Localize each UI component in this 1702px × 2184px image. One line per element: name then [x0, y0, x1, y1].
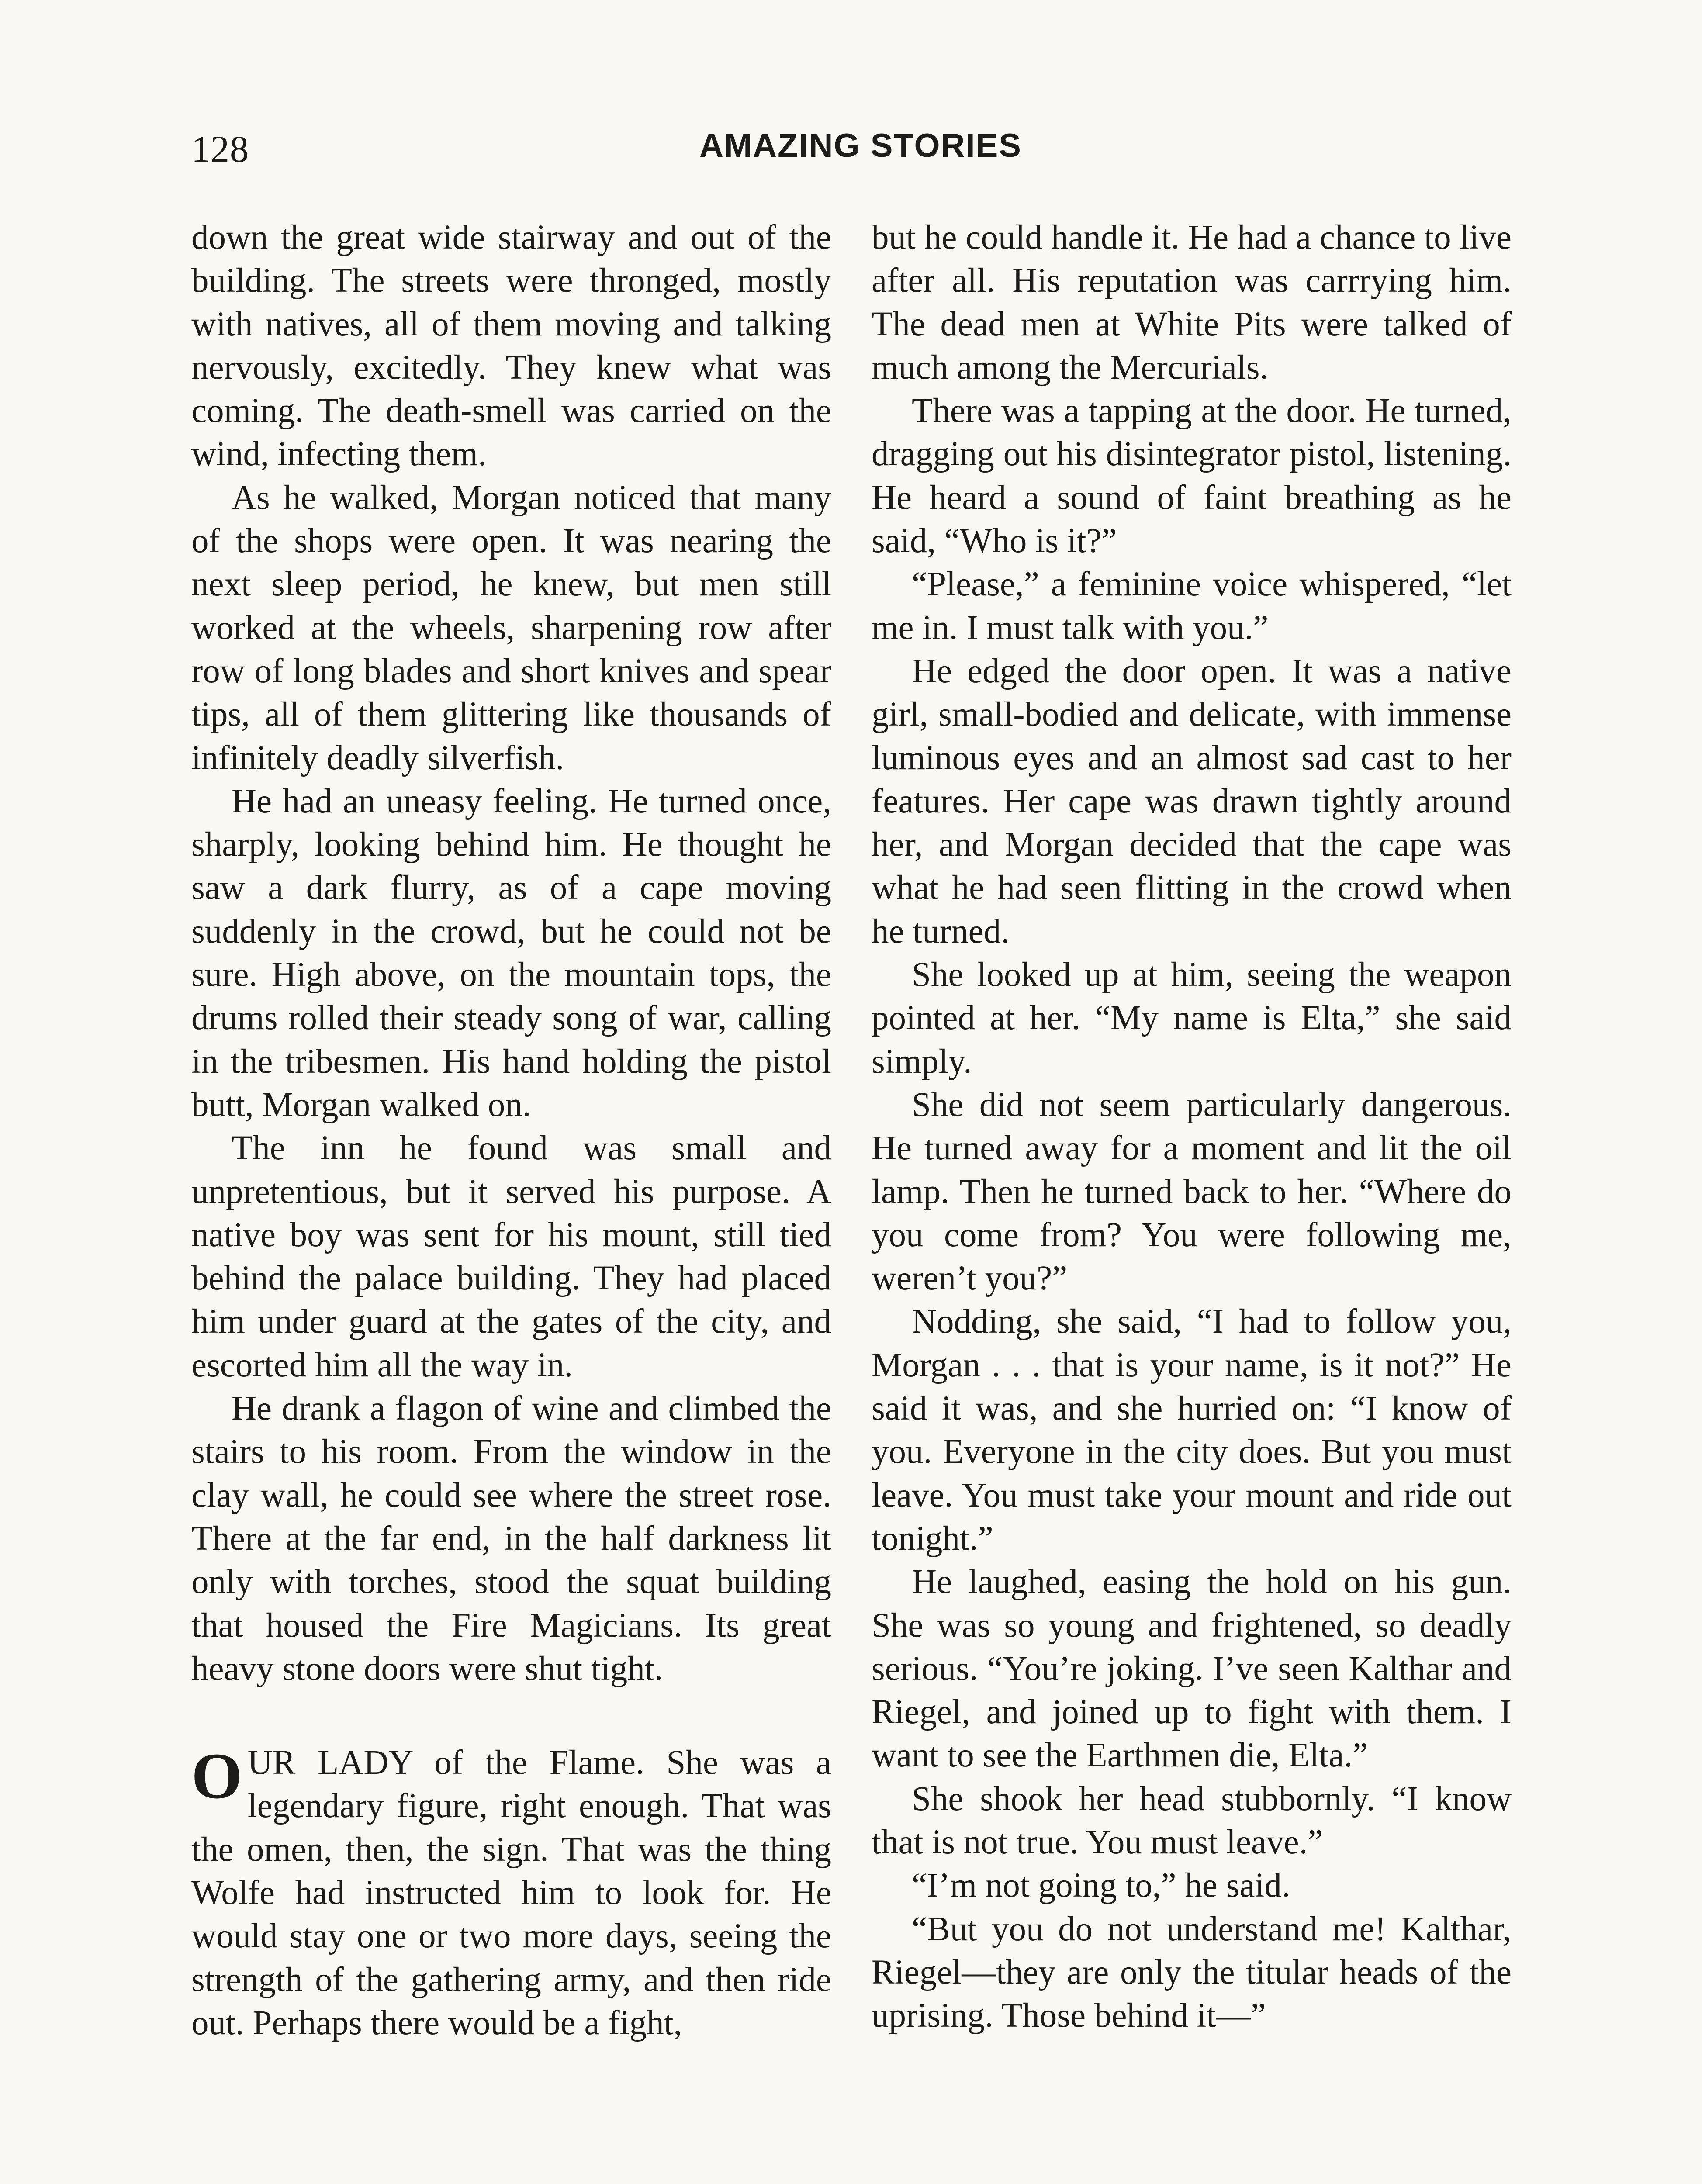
right-column [872, 216, 1512, 2037]
left-column [191, 216, 831, 2045]
paragraph: She looked up at him, seeing the weapon pointed at her. “My name is Elta,” she said simply. [872, 956, 1512, 1081]
paragraph: She shook her head stubbornly. “I know that is not true. You must leave.” [872, 1780, 1512, 1861]
paragraph: down the great wide stairway and out of the building. The streets were thronged, mostly with natives, all of them moving and talking nervously, excitedly. They knew what was coming. The death-smell was carried on the wind, infecting them. [191, 218, 831, 473]
paragraph: “I’m not going to,” he said. [912, 1866, 1290, 1905]
page-number: 128 [191, 128, 249, 170]
paragraph: “Please,” a feminine voice whispered, “let me in. I must talk with you.” [872, 565, 1512, 647]
running-title: AMAZING STORIES [699, 127, 1022, 164]
section-paragraph-text: UR LADY of the Flame. She was a legendary figure, right enough. That was the omen, then, the sign. That was the thing Wolfe had instructed him to look for. He would stay one or two more days, seeing the strength of the gathering army, and then ride out. Perhaps there would be a fight, [191, 1744, 831, 2042]
paragraph: “But you do not understand me! Kalthar, Riegel—they are only the titular heads of the uprising. Those behind it—” [872, 1910, 1512, 2035]
paragraph: As he walked, Morgan noticed that many of the shops were open. It was nearing the next sleep period, he knew, but men still worked at the wheels, sharpening row after row of long blades and short knives and spear tips, all of them glittering like thousands of infinitely deadly silverfish. [191, 478, 831, 777]
drop-cap: O [191, 1740, 242, 1813]
paragraph: He edged the door open. It was a native girl, small-bodied and delicate, with immense luminous eyes and an almost sad cast to her features. Her cape was drawn tightly around her, and Morgan decided that the cape was what he had seen flitting in the crowd when he turned. [872, 652, 1512, 950]
paragraph: The inn he found was small and unpretentious, but it served his purpose. A native boy was sent for his mount, still tied behind the palace building. They had placed him under guard at the gates of the city, and escorted him all the way in. [191, 1129, 831, 1384]
paragraph: He had an uneasy feeling. He turned once, sharply, looking behind him. He thought he saw a dark flurry, as of a cape moving suddenly in the crowd, but he could not be sure. High above, on the mountain tops, the drums rolled their steady song of war, calling in the tribesmen. His hand holding the pistol butt, Morgan walked on. [191, 782, 831, 1124]
paragraph: Nodding, she said, “I had to follow you, Morgan . . . that is your name, is it not?” He said it was, and she hurried on: “I know of you. Everyone in the city does. But you must leave. You must take your mount and ride out tonight.” [872, 1303, 1512, 1558]
paragraph: There was a tapping at the door. He turned, dragging out his disintegrator pistol, listening. He heard a sound of faint breathing as he said, “Who is it?” [872, 392, 1512, 560]
paragraph: She did not seem particularly dangerous. He turned away for a moment and lit the oil lamp. Then he turned back to her. “Where do you come from? You were following me, weren’t you?” [872, 1085, 1512, 1298]
paragraph: but he could handle it. He had a chance to live after all. His reputation was carrrying him. The dead men at White Pits were talked of much among the Mercurials. [872, 218, 1512, 387]
section-opening-paragraph [191, 1741, 831, 2045]
paragraph: He laughed, easing the hold on his gun. She was so young and frightened, so deadly serious. “You’re joking. I’ve seen Kalthar and Riegel, and joined up to fight with them. I want to see the Earthmen die, Elta.” [872, 1563, 1512, 1775]
paragraph: He drank a flagon of wine and climbed the stairs to his room. From the window in the clay wall, he could see where the street rose. There at the far end, in the half darkness lit only with torches, stood the squat building that housed the Fire Magicians. Its great heavy stone doors were shut tight. [191, 1389, 831, 1688]
